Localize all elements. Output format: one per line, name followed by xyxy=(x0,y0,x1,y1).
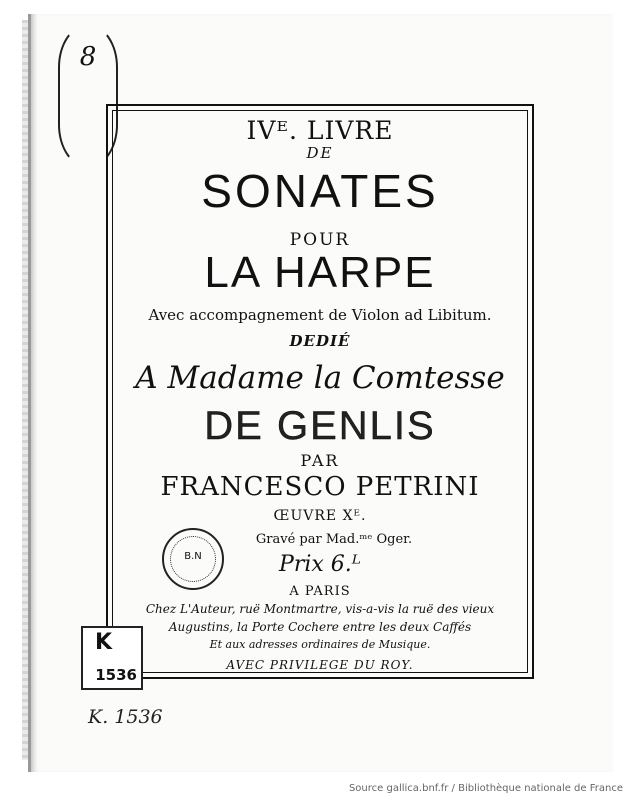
dedicatee-name: DE GENLIS xyxy=(204,404,436,448)
source-credit: Source gallica.bnf.fr / Bibliothèque nationale de France xyxy=(348,783,623,794)
opus-number: ŒUVRE Xᴱ. xyxy=(273,508,367,524)
title-frame xyxy=(106,104,534,679)
address-line-3: Et aux adresses ordinaires de Musique. xyxy=(209,638,431,651)
dedication-label: DEDIÉ xyxy=(289,332,351,350)
by-label: PAR xyxy=(300,451,340,470)
title-sonates: SONATES xyxy=(201,165,439,217)
engraver-line: Gravé par Mad.ᵐᵉ Oger. xyxy=(255,532,413,547)
title-la-harpe: LA HARPE xyxy=(204,248,436,297)
title-de: DE xyxy=(306,144,334,162)
title-volume: IVᴱ. LIVRE xyxy=(246,116,394,145)
handwritten-call-number: K. 1536 xyxy=(88,706,163,728)
subtitle-accompaniment: Avec accompagnement de Violon ad Libitum. xyxy=(148,306,492,324)
call-number-letter: K xyxy=(95,630,113,655)
dedicatee-line: A Madame la Comtesse xyxy=(135,360,505,396)
call-number-digits: 1536 xyxy=(95,666,137,684)
title-pour: POUR xyxy=(289,230,351,250)
address-line-1: Chez L'Auteur, ruë Montmartre, vis-a-vis la ruë des vieux xyxy=(145,602,495,616)
address-line-2: Augustins, la Porte Cochere entre les deux Caffés xyxy=(168,620,472,634)
library-stamp-center: B.N xyxy=(184,551,202,562)
composer-name: FRANCESCO PETRINI xyxy=(160,472,480,502)
privilege-line: AVEC PRIVILEGE DU ROY. xyxy=(226,658,414,672)
library-stamp xyxy=(162,528,224,590)
price-line: Prix 6.ᴸ xyxy=(279,552,361,577)
shelf-mark-number: 8 xyxy=(79,42,97,72)
place-paris: A PARIS xyxy=(289,584,351,599)
call-number-label xyxy=(81,626,143,690)
